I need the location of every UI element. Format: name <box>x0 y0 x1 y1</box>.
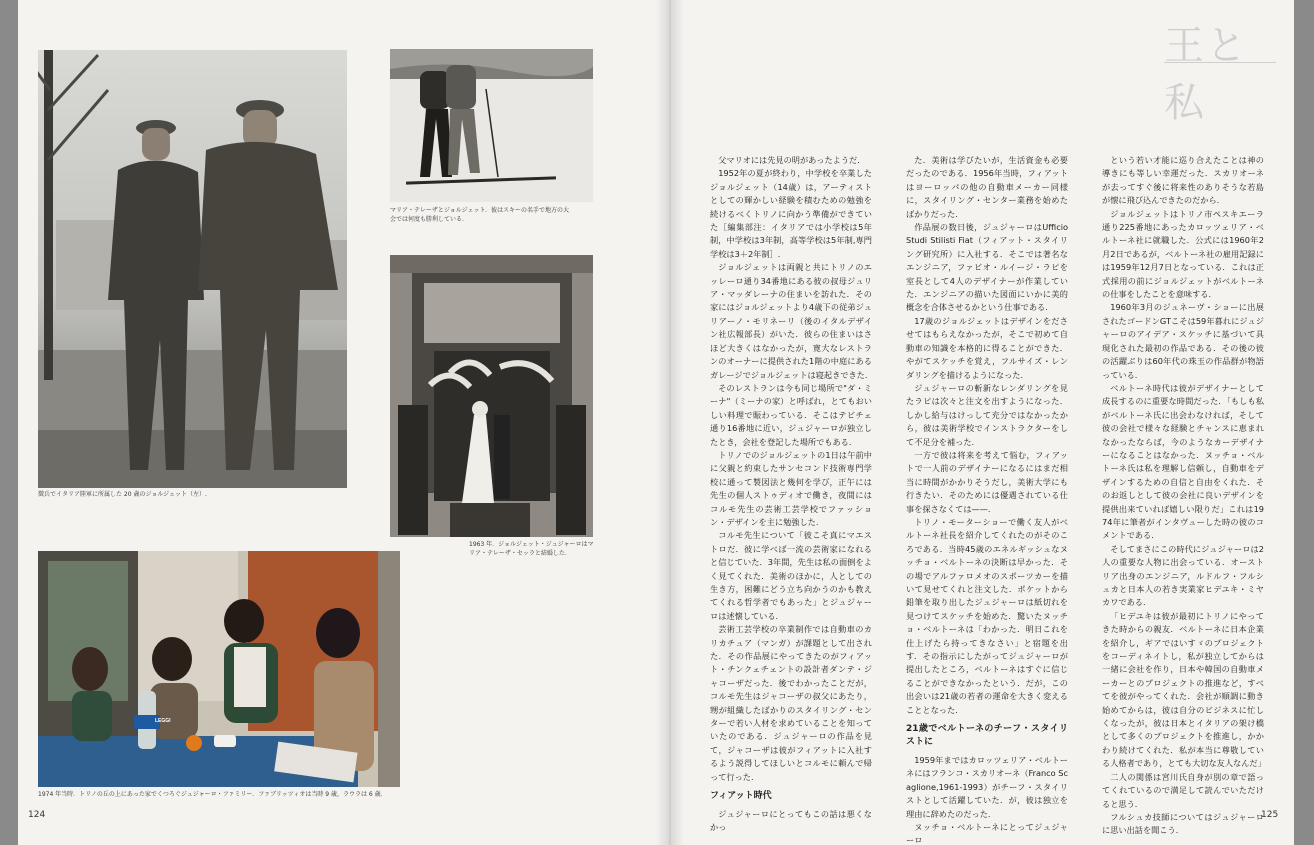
section-header <box>1164 10 1276 126</box>
wedding-photo <box>390 255 593 537</box>
photo1-caption: 徴兵でイタリア陸軍に所属した 20 歳のジョルジェット（左）. <box>38 491 207 498</box>
body-paragraph: 「ヒデユキは彼が最初にトリノにやってきた時からの親友．ベルトーネに日本企業を紹介し，ギアではいすゞのプロジェクトをコーディネイトし，私が独立してからは一緒に会社を作り，日本や韓国の自動車メーカーとのプロジェクトの推進など，すべてを彼がやってくれた．会社が順調に動き始めてからは，彼は自分のビジネスに忙しくなったが，彼は日本とイタリアの架け橋として多くのプロジェクトを推進し，かかわり続けてくれた．私が本当に尊敬している人格者であり，とても大切な友人なんだ」 <box>1102 610 1266 769</box>
text-column-2 <box>906 154 1068 845</box>
body-paragraph: ジュジャーロの斬新なレンダリングを見たラピは次々と注文を出すようになった．しかし給与はけっして充分ではなかったから，彼は美術学校でインストラクターをして不足分を補った. <box>906 382 1068 447</box>
body-paragraph: ヌッチョ・ベルトーネにとってジュジャーロ <box>906 821 1068 845</box>
page-gutter <box>656 0 684 845</box>
section-heading: フィアット時代 <box>710 791 772 802</box>
body-paragraph: ベルトーネ時代は彼がデザイナーとして成長するのに重要な時間だった．「もしも私がベルトーネ氏に出会わなければ，そして彼の会社で様々な経験とチャンスに恵まれなかったならば，今のようなカーデザイナーになることはなかった．ヌッチョ・ベルトーネ氏は私を理解し信頼し，自動車をデザインするための自信と自由をくれた．そのお返しとして彼の会社に良いデザインを提供出来ていれば嬉しい限りだ」これは1974年に筆者がインタヴューした時の彼のコメントである. <box>1102 382 1264 541</box>
skiing-photo <box>390 49 593 202</box>
body-paragraph: そのレストランは今も同じ場所で"ダ・ミーナ"（ミーナの家）と呼ばれ，とてもおいしい料理で賑わっている．そこはテビチェ通り16番地に近い，ジュジャーロが独立したとき，会社を登記した場所でもある. <box>710 382 872 447</box>
bottle-label: LEGGI <box>155 718 171 724</box>
body-paragraph: た．美術は学びたいが，生活資金も必要だったのである．1956年当時，フィアットはヨーロッパの他の自動車メーカー同様に，スタイリング・センター業務を始めたばかりだった. <box>906 155 1068 219</box>
body-paragraph: 一方で彼は将来を考えて悩む，フィアットで一人前のデザイナーになるにはまだ相当に時間がかかりそうだし，美術大学にも行きたい．そのためには優遇されている仕事を探さなくては——. <box>906 449 1068 514</box>
soldiers-photo <box>38 50 347 488</box>
photo2-caption: マリア・テレーザとジョルジェット．彼はスキーの名手で地方の大会では何度も勝利している． <box>390 207 569 223</box>
body-paragraph: ジョルジェットはトリノ市ペスキエーラ通り225番地にあったカロッツェリア・ベルトーネ社に就職した．公式には1960年2月2日であるが，ベルトーネ社の雇用記録には1959年12月7日となっている．これは正式採用の前にジョルジェットがベルトーネの仕事をしたことを意味する. <box>1102 208 1264 300</box>
body-paragraph: 作品展の数日後，ジュジャーロはUfficio Studi Stilisti Fiat（フィアット・スタイリング研究所）に入社する．そこでは著名なエンジニア，ファビオ・ルイージ・ラピを室長として4人のデザイナーが作業していた．エンジニアの描いた図面にいかに美的概念を合体させるかという仕事である. <box>906 222 1068 313</box>
magazine-spread <box>18 0 1294 845</box>
body-paragraph: 1959年まではカロッツェリア・ベルトーネにはフランコ・スカリオーネ（Franco Scaglione,1961-1993）がチーフ・スタイリストとして活躍していた．が，彼は独立を理由に辞めたのだった. <box>906 754 1068 819</box>
body-paragraph: という若い才能に巡り合えたことは神の導きにも等しい幸運だった．スカリオーネが去ってすぐ後に将来性のありそうな若島が懐に飛び込んできたのだから. <box>1102 155 1264 206</box>
section-heading: 21歳でベルトーネのチーフ・スタイリストに <box>906 724 1068 748</box>
body-paragraph: そしてまさにこの時代にジュジャーロは2人の重要な人物に出会っている．オーストリア出身のエンジニア，ルドルフ・フルシュカと日本人の若き実業家ヒデユキ・ミヤカワである. <box>1102 543 1264 608</box>
body-paragraph: ジョルジェットは両親と共にトリノのエッレーロ通り34番地にある彼の叔母ジュリア・マッダレーナの住まいを訪れた．その家にはジョルジェットより4歳下の従弟ジュリアーノ・モリネーリ（後のイタルデザイン社広報部長）がいた．彼らの住まいはさほど大きくはなかったが，寛大なレストランのオーナーに提供された1階の中庭にあるガレージでジョルジェットは寝起きできた. <box>710 262 872 380</box>
body-paragraph: ジュジャーロにとってもこの話は悪くなかっ <box>710 808 872 832</box>
body-paragraph: 芸術工芸学校の卒業制作では自動車のカリカチュア（マンガ）が課題として出された．その作品展にやってきたのがフィアット・チンクェチェントの設計者ダンテ・ジャコーザだった．後でわかったことだが，コルモ先生はジャコーザの叔父にあたり，甥が組織したばかりのスタイリング・センターで若い人材を求めていることを知っていたのである．ジュジャーロの作品を見て，ジャコーザは彼がフィアットに入社するよう説得してほしいとコルモに頼んで帰って行った. <box>710 624 872 782</box>
text-column-1 <box>710 154 872 834</box>
body-paragraph: 1960年3月のジュネーヴ・ショーに出展されたゴードンGTこそは59年暮れにジュジャーロのアイデア・スケッチに基づいて具現化された最初の作品である．その後の彼の活躍ぶりは60年代の珠玉の作品群が物語っている. <box>1102 302 1264 380</box>
body-paragraph: 二人の関係は宮川氏自身が別の章で語ってくれているので満足して読んでいただけると思う. <box>1102 771 1264 809</box>
page-number-left: 124 <box>28 810 46 820</box>
body-paragraph: 父マリオには先見の明があったようだ. <box>718 155 860 165</box>
text-column-3 <box>1102 154 1264 838</box>
photo3-caption: 1963 年．ジョルジェット・ジュジャーロはマリア・テレーザ・セッラと結婚した． <box>469 541 594 557</box>
body-paragraph: 17歳のジョルジェットはデザインをださせてはもらえなかったが，そこで初めて自動車の知識を本格的に得ることができた．やがてスケッチを覚え，フルサイズ・レンダリングを描けるようになった. <box>906 315 1068 380</box>
body-paragraph: トリノ・モーターショーで働く友人がベルトーネ社長を紹介してくれたのがそのころである．当時45歳のエネルギッシュなヌッチョ・ベルトーネの決断は早かった．その場でアルファロメオのスポーツカーを描いて見せてくれと注文した．ポケットから鉛筆を取り出したジュジャーロは紙切れを見つけてスケッチを始めた．驚いたヌッチョ・ベルトーネは「わかった．明日これを仕上げたら持ってきなさい」と宿題を出す．その指示にしたがってジュジャーロが提出したところ，ベルトーネはすぐに信じることができなかったという．だが，この出会いは21歳の若者の運命を大きく変えることとなった. <box>906 516 1068 715</box>
family-photo <box>38 551 400 787</box>
body-paragraph: トリノでのジョルジェットの1日は午前中に父親と約束したサンセコンド技術専門学校に通って製図法と幾何を学び，正午には先生の個人ストゥディオで働き，夜間にはコルモ先生の芸術工芸学校でファッション・デザインを主に勉強した. <box>710 449 872 527</box>
body-paragraph: コルモ先生について「彼こそ真にマエストロだ．彼に学べば一流の芸術家になれると信じていた．3年間，先生は私の面倒をよく見てくれた．美術のほかに，人としての生き方，困難にどう立ち向かうのかも教えてくれる哲学者でもあった」とジュジャーロは述懐している. <box>710 530 872 621</box>
photo4-caption: 1974 年当時．トリノの丘の上にあった家でくつろぐジュジャーロ・ファミリー．ファブリッツィオは当時 9 歳，ラウラは 6 歳． <box>38 791 387 798</box>
section-title: 王と私 <box>1164 23 1248 126</box>
body-paragraph: 1952年の夏が終わり，中学校を卒業したジョルジェット（14歳）は，アーティストとしての輝かしい経験を積むための勉強を続けるべくトリノに向かう準備ができていた［編集部注：イタリアでは小学校は5年制，中学校は3年制，高等学校は5年制,専門学校は3＋2年制］. <box>710 168 872 259</box>
body-paragraph: フルシュカ技師についてはジュジャーロに思い出話を聞こう. <box>1102 811 1264 836</box>
page-number-right: 125 <box>1261 810 1279 820</box>
